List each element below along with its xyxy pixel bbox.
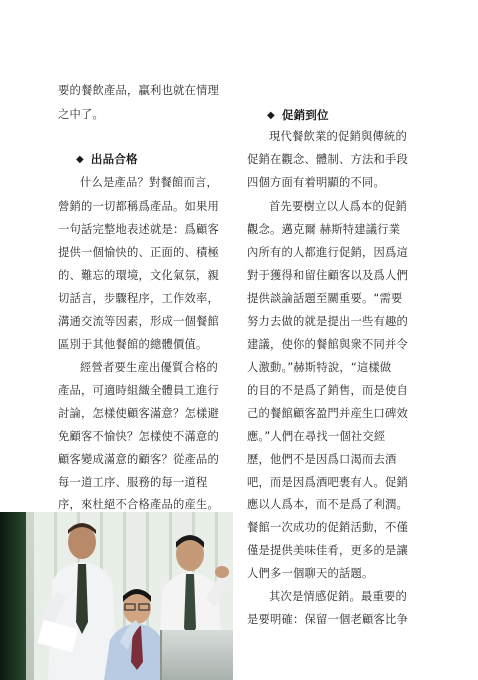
paragraph-line: 僅是提供美味佳肴，更多的是讓 [247,544,408,557]
paragraph-line: 免顧客不愉快？怎樣使不滿意的 [58,430,219,443]
paragraph-line: 建議，使你的餐館與衆不同并令 [247,338,408,351]
paragraph-line: 的、難忘的環境，文化氣氛，親 [58,269,219,282]
paragraph-line: 什么是產品？對餐館而言， [80,176,218,189]
paragraph-line: 四個方面有着明顯的不同。 [247,176,385,189]
section-heading-promotion-text: 促銷到位 [281,108,329,122]
diamond-bullet-icon: ◆ [76,154,84,165]
paragraph-line: 其次是情感促銷。最重要的 [269,590,407,603]
paragraph-line: 區別于其他餐館的總體價值。 [58,338,208,351]
paragraph-line: 現代餐飲業的促銷與傳統的 [269,130,407,143]
paragraph-line: 顧客變成滿意的顧客？從產品的 [58,453,219,466]
paragraph-line: 營銷的一切都稱爲產品。如果用 [58,200,219,213]
paragraph-line: 序，來杜絕不合格產品的産生。 [58,498,219,511]
paragraph-line: 己的餐館顧客盈門并産生口碑效 [247,407,408,420]
paragraph-line: 對于獲得和留住顧客以及爲人們 [247,269,408,282]
paragraph-line: 餐館一次成功的促銷活動，不僅 [247,521,408,534]
intro-line-1: 要的餐飲產品，贏利也就在情理 [58,84,219,97]
paragraph-line: 切話言，步驟程序，工作效率， [58,292,219,305]
paragraph-line: 提供談論話題至關重要。“需要 [247,292,403,305]
section-heading-promotion [267,108,329,124]
paragraph-line: 人們多一個聊天的話題。 [247,567,374,580]
paragraph-line: 的目的不是爲了銷售，而是使自 [247,384,408,397]
paragraph-line: 促銷在觀念、體制、方法和手段 [247,153,408,166]
paragraph-line: 吧，而是因爲酒吧裹有人。促銷 [247,476,408,489]
section-heading-quality [76,152,138,168]
paragraph-line: 產品，可適時組織全體員工進行 [58,384,219,397]
person-left [38,523,118,680]
paragraph-line: 提供一個愉快的、正面的、積極 [58,246,219,259]
paragraph-line: 是要明確：保留一個老顧客比争 [247,613,408,626]
diamond-bullet-icon: ◆ [267,110,275,121]
paragraph-line: 每一道工序、服務的每一道程 [58,476,208,489]
paragraph-line: 首先要樹立以人爲本的促銷 [269,200,407,213]
paragraph-line: 經營者要生産出優質合格的 [80,361,218,374]
paragraph-line: 討論，怎樣使顧客滿意？怎樣避 [58,407,219,420]
computer-monitor [160,630,233,680]
paragraph-line: 溝通交流等因素，形成一個餐館 [58,315,219,328]
section-heading-quality-text: 出品合格 [90,152,138,166]
paragraph-line: 觀念。邁克爾 赫斯特建議行業 [247,223,401,236]
intro-line-2: 之中了。 [58,108,104,121]
paragraph-line: 應。”人們在尋找一個社交經 [247,430,386,443]
paragraph-line: 內所有的人都進行促銷，因爲這 [247,246,408,259]
business-people-photo [0,512,233,680]
paragraph-line: 努力去做的就是提出一些有趣的 [247,315,408,328]
paragraph-line: 應以人爲本，而不是爲了利潤。 [247,498,408,511]
paragraph-line: 人激動。”赫斯特說，“這樣做 [247,361,392,374]
paragraph-line: 一句話完整地表述就是：爲顧客 [58,223,219,236]
paragraph-line: 歷，他們不是因爲口渴而去酒 [247,453,397,466]
